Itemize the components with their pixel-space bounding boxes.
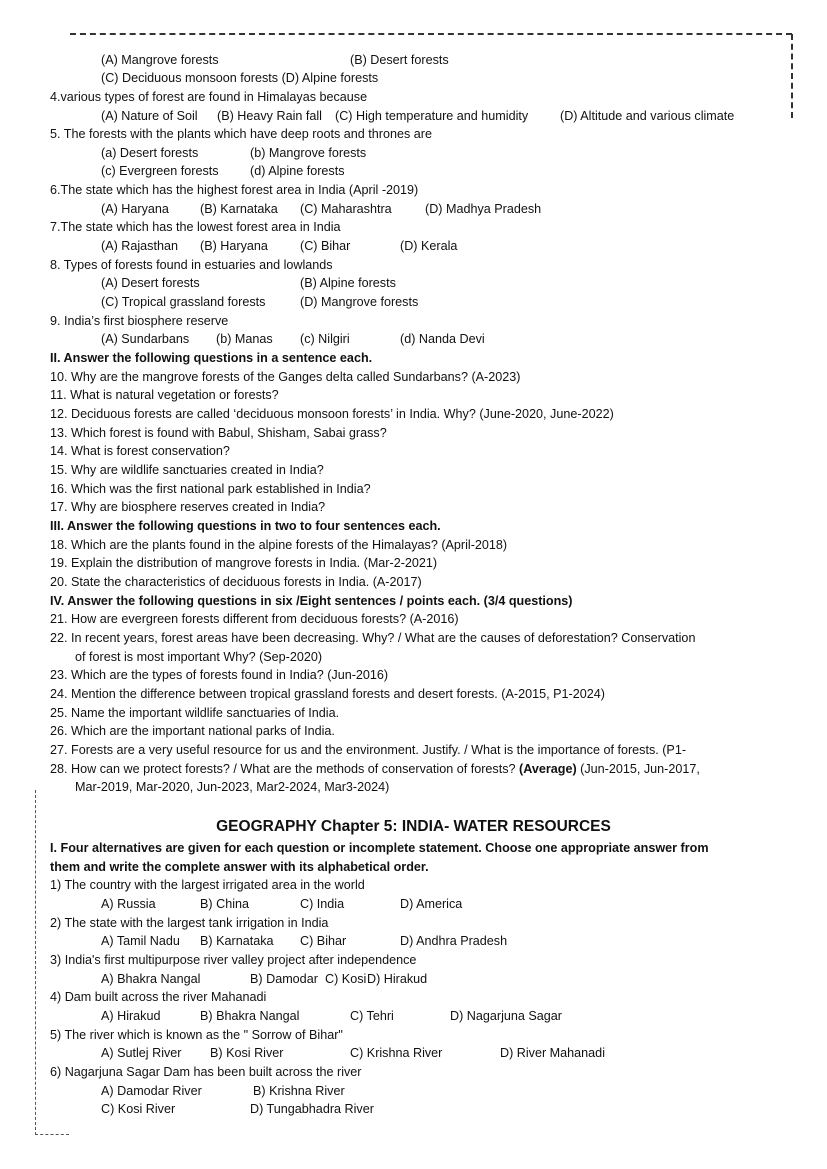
question-7: 7.The state which has the lowest forest area in India bbox=[50, 220, 341, 234]
option: (b) Mangrove forests bbox=[250, 146, 367, 160]
option: (C) Maharashtra bbox=[300, 202, 392, 216]
question-6: 6.The state which has the highest forest area in India (April -2019) bbox=[50, 183, 419, 197]
option: C) Kosi River bbox=[101, 1102, 176, 1116]
option: (c) Evergreen forests bbox=[101, 164, 219, 178]
option: B) Damodar bbox=[250, 972, 318, 986]
option: A) Russia bbox=[101, 897, 156, 911]
chapter-title: GEOGRAPHY Chapter 5: INDIA- WATER RESOURCES bbox=[216, 818, 611, 835]
question-26: 26. Which are the important national parks of India. bbox=[50, 724, 335, 738]
question-28-dates: (Jun-2015, Jun-2017, bbox=[576, 762, 700, 776]
question-5: 5. The forests with the plants which have deep roots and thrones are bbox=[50, 127, 433, 141]
option: C) Kosi bbox=[325, 972, 367, 986]
option: A) Bhakra Nangal bbox=[101, 972, 201, 986]
option: D) America bbox=[400, 897, 463, 911]
option: C) Krishna River bbox=[350, 1046, 443, 1060]
option: (b) Manas bbox=[216, 332, 273, 346]
option: A) Damodar River bbox=[101, 1084, 202, 1098]
page-border-bottom bbox=[35, 1134, 69, 1135]
option: B) Bhakra Nangal bbox=[200, 1009, 300, 1023]
question-20: 20. State the characteristics of deciduous forests in India. (A-2017) bbox=[50, 575, 422, 589]
chapter-instruction-line2: them and write the complete answer with its alphabetical order. bbox=[50, 860, 429, 874]
option: (A) Haryana bbox=[101, 202, 169, 216]
option: A) Tamil Nadu bbox=[101, 934, 180, 948]
question-8: 8. Types of forests found in estuaries and lowlands bbox=[50, 258, 333, 272]
option: (a) Desert forests bbox=[101, 146, 199, 160]
option: (B) Karnataka bbox=[200, 202, 278, 216]
page-border-left bbox=[35, 790, 36, 1135]
option: (A) Nature of Soil bbox=[101, 109, 198, 123]
chapter-instruction-line1: I. Four alternatives are given for each question or incomplete statement. Choose one appropriate answer from bbox=[50, 841, 709, 855]
option: (D) Madhya Pradesh bbox=[425, 202, 542, 216]
question-16: 16. Which was the first national park established in India? bbox=[50, 482, 371, 496]
option: (d) Nanda Devi bbox=[400, 332, 485, 346]
option: A) Sutlej River bbox=[101, 1046, 182, 1060]
option: D) Tungabhadra River bbox=[250, 1102, 374, 1116]
water-question-1: 1) The country with the largest irrigated area in the world bbox=[50, 878, 365, 892]
option: B) Krishna River bbox=[253, 1084, 345, 1098]
water-question-3: 3) India's first multipurpose river valley project after independence bbox=[50, 953, 417, 967]
option: (B) Alpine forests bbox=[300, 276, 396, 290]
question-28-difficulty: (Average) bbox=[519, 762, 577, 776]
option: B) Karnataka bbox=[200, 934, 274, 948]
option: B) Kosi River bbox=[210, 1046, 284, 1060]
option: (C) High temperature and humidity bbox=[335, 109, 529, 123]
question-22: 22. In recent years, forest areas have been decreasing. Why? / What are the causes of deforestation? Conservation bbox=[50, 631, 696, 645]
option: (B) Haryana bbox=[200, 239, 268, 253]
option: (c) Nilgiri bbox=[300, 332, 350, 346]
question-23: 23. Which are the types of forests found in India? (Jun-2016) bbox=[50, 668, 389, 682]
option: (C) Tropical grassland forests bbox=[101, 295, 266, 309]
question-19: 19. Explain the distribution of mangrove forests in India. (Mar-2-2021) bbox=[50, 556, 438, 570]
question-22-continued: of forest is most important Why? (Sep-2020) bbox=[75, 650, 323, 664]
question-27: 27. Forests are a very useful resource for us and the environment. Justify. / What is the importance of forests. (P1- bbox=[50, 743, 687, 757]
section-2-heading: II. Answer the following questions in a sentence each. bbox=[50, 351, 373, 365]
question-14: 14. What is forest conservation? bbox=[50, 444, 230, 458]
section-4-heading: IV. Answer the following questions in six /Eight sentences / points each. (3/4 questions) bbox=[50, 594, 573, 608]
question-28-continued: Mar-2019, Mar-2020, Jun-2023, Mar2-2024, Mar3-2024) bbox=[75, 780, 390, 794]
option: B) China bbox=[200, 897, 249, 911]
option: C) Bihar bbox=[300, 934, 347, 948]
question-15: 15. Why are wildlife sanctuaries created in India? bbox=[50, 463, 324, 477]
option: (D) Kerala bbox=[400, 239, 458, 253]
option: C) Tehri bbox=[350, 1009, 394, 1023]
option: (C) Deciduous monsoon forests (D) Alpine forests bbox=[101, 71, 379, 85]
question-12: 12. Deciduous forests are called ‘deciduous monsoon forests’ in India. Why? (June-2020, June-2022) bbox=[50, 407, 614, 421]
question-13: 13. Which forest is found with Babul, Shisham, Sabai grass? bbox=[50, 426, 387, 440]
water-question-5: 5) The river which is known as the " Sorrow of Bihar" bbox=[50, 1028, 343, 1042]
option: (D) Altitude and various climate bbox=[560, 109, 735, 123]
option: (C) Bihar bbox=[300, 239, 351, 253]
water-question-4: 4) Dam built across the river Mahanadi bbox=[50, 990, 267, 1004]
question-11: 11. What is natural vegetation or forests? bbox=[50, 388, 279, 402]
option: C) India bbox=[300, 897, 345, 911]
option: (A) Desert forests bbox=[101, 276, 200, 290]
option: D) Nagarjuna Sagar bbox=[450, 1009, 563, 1023]
question-17: 17. Why are biosphere reserves created in India? bbox=[50, 500, 326, 514]
option: (D) Mangrove forests bbox=[300, 295, 419, 309]
option: D) Hirakud bbox=[367, 972, 428, 986]
question-24: 24. Mention the difference between tropical grassland forests and desert forests. (A-2015, P1-2024) bbox=[50, 687, 605, 701]
question-18: 18. Which are the plants found in the alpine forests of the Himalayas? (April-2018) bbox=[50, 538, 508, 552]
question-28 bbox=[50, 761, 700, 777]
option: (d) Alpine forests bbox=[250, 164, 345, 178]
question-10: 10. Why are the mangrove forests of the Ganges delta called Sundarbans? (A-2023) bbox=[50, 370, 521, 384]
page-border-right bbox=[791, 34, 793, 118]
water-question-2: 2) The state with the largest tank irrigation in India bbox=[50, 916, 329, 930]
option: (A) Sundarbans bbox=[101, 332, 190, 346]
option: (A) Rajasthan bbox=[101, 239, 178, 253]
section-3-heading: III. Answer the following questions in two to four sentences each. bbox=[50, 519, 441, 533]
question-25: 25. Name the important wildlife sanctuaries of India. bbox=[50, 706, 340, 720]
question-21: 21. How are evergreen forests different from deciduous forests? (A-2016) bbox=[50, 612, 459, 626]
option: (B) Desert forests bbox=[350, 53, 449, 67]
page-border-top bbox=[70, 33, 792, 35]
option: (A) Mangrove forests bbox=[101, 53, 219, 67]
option: D) Andhra Pradesh bbox=[400, 934, 508, 948]
option: A) Hirakud bbox=[101, 1009, 161, 1023]
question-28-text: 28. How can we protect forests? / What are the methods of conservation of forests? bbox=[50, 762, 520, 776]
question-4: 4.various types of forest are found in Himalayas because bbox=[50, 90, 368, 104]
option: D) River Mahanadi bbox=[500, 1046, 605, 1060]
question-9: 9. India’s first biosphere reserve bbox=[50, 314, 229, 328]
water-question-6: 6) Nagarjuna Sagar Dam has been built across the river bbox=[50, 1065, 362, 1079]
option: (B) Heavy Rain fall bbox=[217, 109, 322, 123]
